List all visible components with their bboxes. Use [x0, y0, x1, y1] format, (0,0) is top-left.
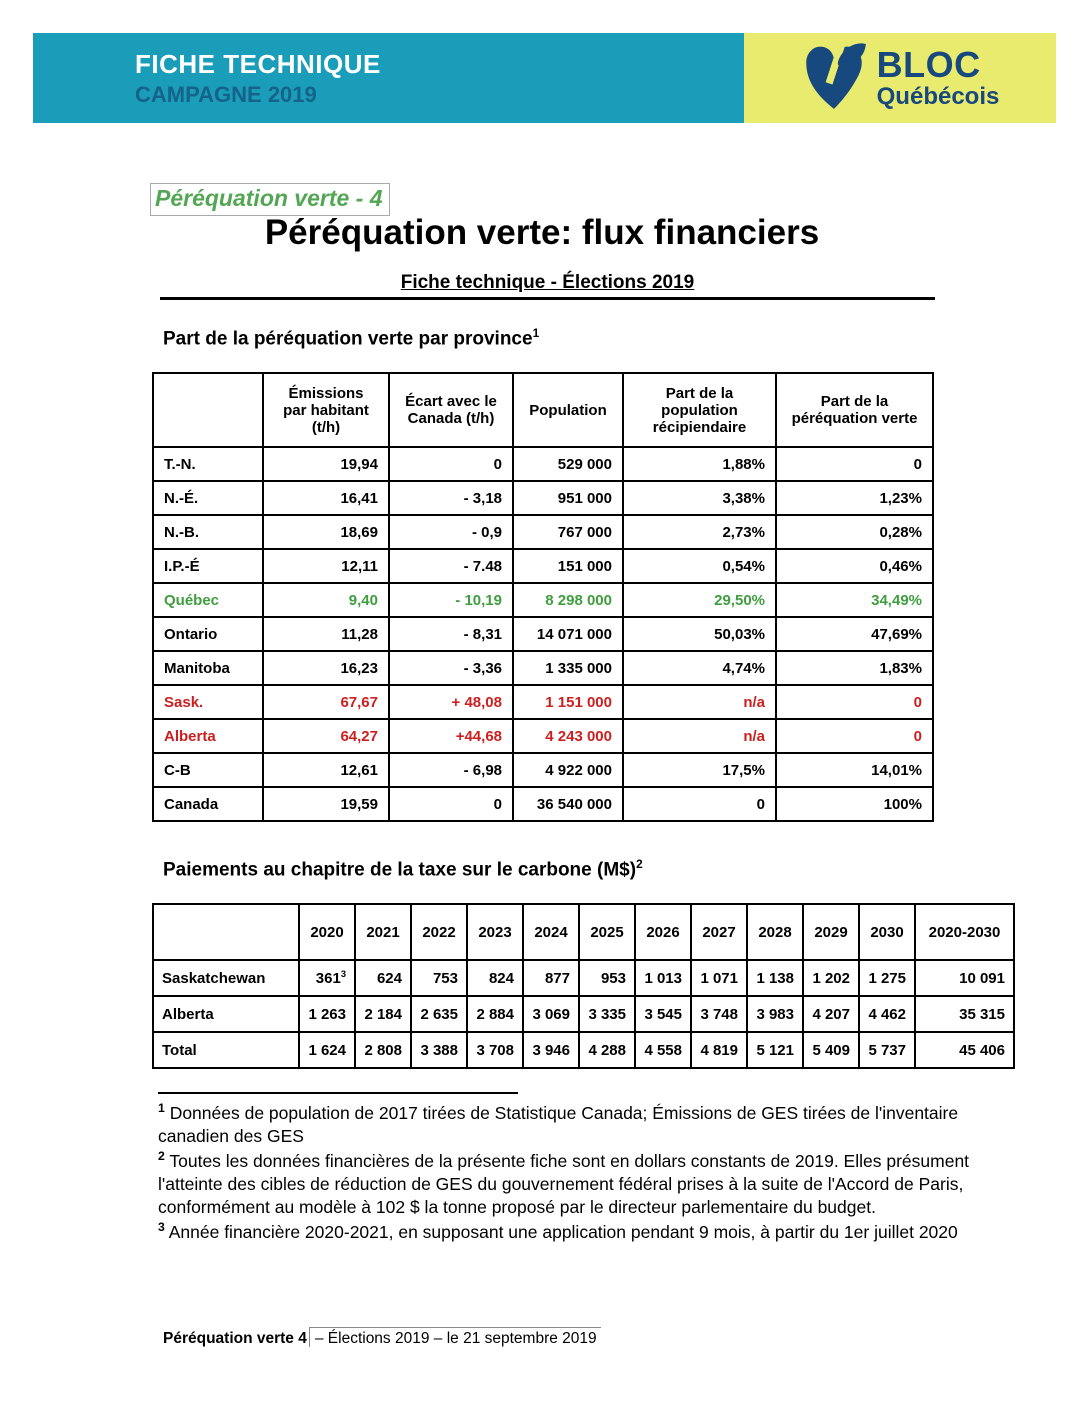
page-title: Péréquation verte: flux financiers	[264, 213, 820, 252]
header-year: 2022	[411, 904, 467, 960]
footnote-separator	[158, 1092, 518, 1094]
header-part-population: Part de la population récipiendaire	[623, 373, 776, 447]
cell: 0	[389, 447, 513, 481]
cell: 2 884	[467, 996, 523, 1032]
heart-leaf-logo-icon	[801, 39, 867, 118]
row-label: Ontario	[153, 617, 263, 651]
cell: 767 000	[513, 515, 623, 549]
table-row-saskatchewan	[153, 960, 1014, 996]
section1-footnote-ref: 1	[532, 327, 540, 340]
cell: 3 335	[579, 996, 635, 1032]
cell: 29,50%	[623, 583, 776, 617]
cell: - 6,98	[389, 753, 513, 787]
header-year: 2028	[747, 904, 803, 960]
row-label: Alberta	[153, 996, 299, 1032]
cell: 4 462	[859, 996, 915, 1032]
cell: 1 335 000	[513, 651, 623, 685]
cell: 0	[776, 719, 933, 753]
header-year: 2024	[523, 904, 579, 960]
cell: 50,03%	[623, 617, 776, 651]
row-label: Manitoba	[153, 651, 263, 685]
cell: 3 983	[747, 996, 803, 1032]
cell: - 10,19	[389, 583, 513, 617]
section-title-part-pequation	[163, 327, 539, 350]
footnotes-block	[158, 1100, 990, 1244]
cell-with-sup: $361^3$	[299, 960, 355, 996]
header-year: 2023	[467, 904, 523, 960]
header-empty	[153, 373, 263, 447]
cell: 2 635	[411, 996, 467, 1032]
header-empty	[153, 904, 299, 960]
table-header-row	[153, 373, 933, 447]
row-label: I.P.-É	[153, 549, 263, 583]
cell: n/a	[623, 719, 776, 753]
cell: 2,73%	[623, 515, 776, 549]
header-year: 2025	[579, 904, 635, 960]
logo-word-quebecois: Québécois	[876, 83, 1000, 110]
cell: 14,01%	[776, 753, 933, 787]
cell: 16,23	[263, 651, 389, 685]
cell: 5 121	[747, 1032, 803, 1068]
section-title-paiements-taxe	[163, 858, 643, 881]
header-part-perequation: Part de la péréquation verte	[776, 373, 933, 447]
cell: - 3,36	[389, 651, 513, 685]
table-row-canada	[153, 787, 933, 821]
banner-teal-block	[33, 33, 744, 123]
cell: 3 545	[635, 996, 691, 1032]
cell: 0,28%	[776, 515, 933, 549]
cell: 1 275	[859, 960, 915, 996]
cell: 5 409	[803, 1032, 859, 1068]
cell: 4 819	[691, 1032, 747, 1068]
cell: 0	[776, 685, 933, 719]
header-year-range: 2020-2030	[915, 904, 1014, 960]
province-share-table	[152, 372, 934, 822]
footnote-2: $^2$ Toutes les données financières de la présente fiche sont en dollars constants de 2019. Elles présument l'atteinte des cibles de réduction de GES du gouvernement fédéral prises à la suite de l'Accord de Paris, conformément au modèle à 102 $ la tonne proposé par le directeur parlementaire du budget.	[158, 1149, 970, 1218]
cell: 12,61	[263, 753, 389, 787]
cell: 45 406	[915, 1032, 1014, 1068]
cell: 753	[411, 960, 467, 996]
carbon-tax-payments-table	[152, 903, 1015, 1069]
section2-footnote-ref: 2	[636, 858, 643, 871]
subtitle-rule	[160, 272, 935, 300]
footer-date: – Élections 2019 – le 21 septembre 2019	[309, 1327, 601, 1347]
header-year: 2026	[635, 904, 691, 960]
cell: 35 315	[915, 996, 1014, 1032]
header-emissions: Émissions par habitant (t/h)	[263, 373, 389, 447]
cell: 824	[467, 960, 523, 996]
banner-title: FICHE TECHNIQUE	[135, 48, 381, 79]
cell: 951 000	[513, 481, 623, 515]
header-population: Population	[513, 373, 623, 447]
row-label: Alberta	[153, 719, 263, 753]
header-ecart: Écart avec le Canada (t/h)	[389, 373, 513, 447]
document-tag-box	[150, 183, 390, 216]
cell: 877	[523, 960, 579, 996]
row-label: Canada	[153, 787, 263, 821]
cell: 0	[776, 447, 933, 481]
cell: 1,83%	[776, 651, 933, 685]
cell: n/a	[623, 685, 776, 719]
header-year: 2020	[299, 904, 355, 960]
table-row	[153, 549, 933, 583]
cell: 36 540 000	[513, 787, 623, 821]
cell: 9,40	[263, 583, 389, 617]
cell: 8 298 000	[513, 583, 623, 617]
table-row	[153, 481, 933, 515]
document-tag: Péréquation verte - 4	[155, 185, 383, 211]
table-row-sask	[153, 685, 933, 719]
cell: 1 138	[747, 960, 803, 996]
cell: 1 263	[299, 996, 355, 1032]
section2-title-text: Paiements au chapitre de la taxe sur le carbone (M$)	[163, 859, 637, 881]
cell: 18,69	[263, 515, 389, 549]
cell: 4 288	[579, 1032, 635, 1068]
row-label: N.-É.	[153, 481, 263, 515]
cell: 3 069	[523, 996, 579, 1032]
header-year: 2029	[803, 904, 859, 960]
cell: 3 946	[523, 1032, 579, 1068]
cell: + 48,08	[389, 685, 513, 719]
cell: 34,49%	[776, 583, 933, 617]
logo-word-bloc: BLOC	[876, 44, 981, 85]
table-row	[153, 515, 933, 549]
cell: 4 558	[635, 1032, 691, 1068]
cell: 16,41	[263, 481, 389, 515]
row-label: C-B	[153, 753, 263, 787]
cell: 4 243 000	[513, 719, 623, 753]
header-year: 2021	[355, 904, 411, 960]
cell: 2 184	[355, 996, 411, 1032]
cell: 1 071	[691, 960, 747, 996]
bloc-quebecois-logo	[744, 33, 1056, 123]
cell: 19,94	[263, 447, 389, 481]
cell: 1,88%	[623, 447, 776, 481]
cell: 1 151 000	[513, 685, 623, 719]
cell: 47,69%	[776, 617, 933, 651]
header-year: 2030	[859, 904, 915, 960]
cell: 10 091	[915, 960, 1014, 996]
table-row	[153, 447, 933, 481]
logo-text	[876, 44, 1000, 110]
cell: 2 808	[355, 1032, 411, 1068]
cell: 1 202	[803, 960, 859, 996]
table-row	[153, 753, 933, 787]
row-label: N.-B.	[153, 515, 263, 549]
cell: 3 748	[691, 996, 747, 1032]
row-label: Québec	[153, 583, 263, 617]
cell: 11,28	[263, 617, 389, 651]
section1-title-text: Part de la péréquation verte par province	[163, 328, 533, 350]
cell: 3 708	[467, 1032, 523, 1068]
cell: +44,68	[389, 719, 513, 753]
cell: 624	[355, 960, 411, 996]
cell: - 0,9	[389, 515, 513, 549]
cell: 3 388	[411, 1032, 467, 1068]
page-footer	[163, 1330, 601, 1348]
cell: 529 000	[513, 447, 623, 481]
cell: 1 624	[299, 1032, 355, 1068]
footnote-3: $^3$ Année financière 2020-2021, en supposant une application pendant 9 mois, à partir du 1er juillet 2020	[158, 1220, 958, 1242]
cell: 953	[579, 960, 635, 996]
cell: - 8,31	[389, 617, 513, 651]
table-row-alberta	[153, 719, 933, 753]
cell: 0	[389, 787, 513, 821]
cell: 12,11	[263, 549, 389, 583]
page-subtitle: Fiche technique - Élections 2019	[400, 272, 695, 293]
cell: 64,27	[263, 719, 389, 753]
cell: 151 000	[513, 549, 623, 583]
footer-doc-name: Péréquation verte 4	[163, 1330, 307, 1347]
cell: 19,59	[263, 787, 389, 821]
table-row	[153, 617, 933, 651]
cell: 1,23%	[776, 481, 933, 515]
cell: - 7.48	[389, 549, 513, 583]
row-label: Sask.	[153, 685, 263, 719]
row-label: Total	[153, 1032, 299, 1068]
cell: 4 207	[803, 996, 859, 1032]
cell: 17,5%	[623, 753, 776, 787]
table-row-quebec	[153, 583, 933, 617]
cell: 3,38%	[623, 481, 776, 515]
cell: 4 922 000	[513, 753, 623, 787]
table-row	[153, 651, 933, 685]
cell: 4,74%	[623, 651, 776, 685]
cell: 14 071 000	[513, 617, 623, 651]
cell: - 3,18	[389, 481, 513, 515]
row-label: Saskatchewan	[153, 960, 299, 996]
table-row-alberta	[153, 996, 1014, 1032]
cell: 67,67	[263, 685, 389, 719]
header-banner	[33, 33, 1056, 123]
cell: 1 013	[635, 960, 691, 996]
cell: 5 737	[859, 1032, 915, 1068]
cell: 100%	[776, 787, 933, 821]
table-row-total	[153, 1032, 1014, 1068]
footnote-ref: 3	[340, 969, 346, 979]
banner-subtitle: CAMPAGNE 2019	[135, 81, 317, 107]
cell: 0	[623, 787, 776, 821]
header-year: 2027	[691, 904, 747, 960]
cell: 0,54%	[623, 549, 776, 583]
footnote-1: $^1$ Données de population de 2017 tirées de Statistique Canada; Émissions de GES tirées de l'inventaire canadien des GES	[158, 1101, 959, 1146]
cell: 0,46%	[776, 549, 933, 583]
table-header-row	[153, 904, 1014, 960]
row-label: T.-N.	[153, 447, 263, 481]
